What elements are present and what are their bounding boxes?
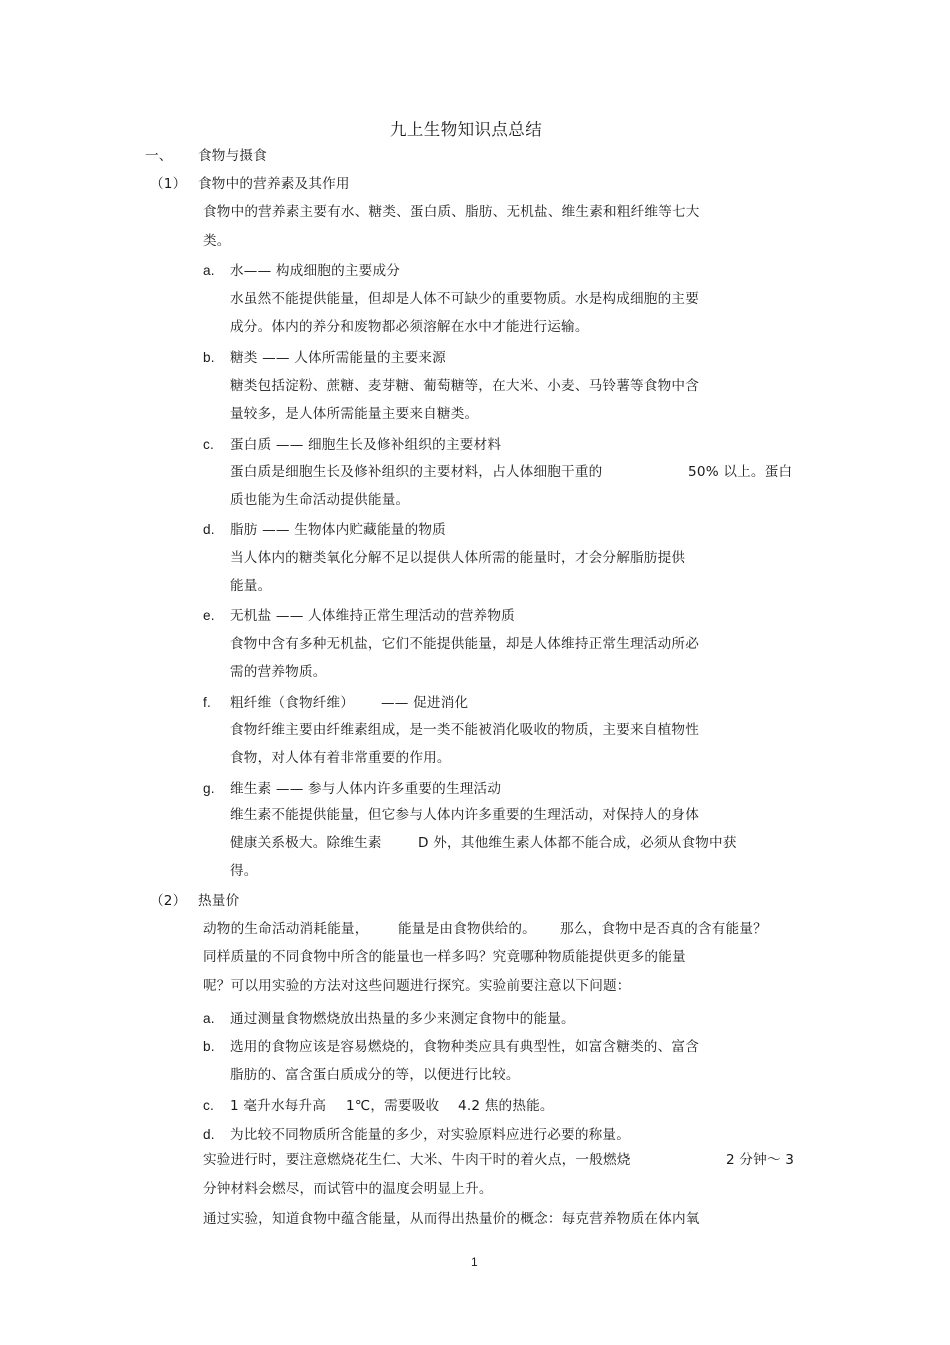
paragraph-line: 量较多，是人体所需能量主要来自糖类。	[230, 406, 479, 422]
item-marker: d.	[203, 522, 215, 537]
paragraph-line: 为比较不同物质所含能量的多少，对实验原料应进行必要的称量。	[230, 1127, 631, 1143]
paragraph-line: 维生素不能提供能量，但它参与人体内许多重要的生理活动，对保持人的身体	[230, 807, 699, 823]
paragraph-line: 糖类包括淀粉、蔗糖、麦芽糖、葡萄糖等，在大米、小麦、马铃薯等食物中含	[230, 378, 699, 394]
paragraph-segment: 动物的生命活动消耗能量，	[203, 921, 369, 937]
paragraph-line: 通过实验，知道食物中蕴含能量，从而得出热量价的概念：每克营养物质在体内氧	[203, 1211, 700, 1227]
point-marker: d.	[203, 1127, 215, 1142]
paragraph-line: 蛋白质是细胞生长及修补组织的主要材料，占人体细胞干重的	[230, 464, 603, 480]
item-marker: e.	[203, 608, 215, 623]
paragraph-line: 需的营养物质。	[230, 664, 327, 680]
subsection-marker: （1）	[150, 176, 187, 192]
item-marker: g.	[203, 781, 215, 796]
subsection-heading: 食物中的营养素及其作用	[198, 176, 350, 192]
item-marker: c.	[203, 437, 214, 452]
paragraph-line: 类。	[203, 233, 231, 249]
paragraph-line: 脂肪的、富含蛋白质成分的等，以便进行比较。	[230, 1067, 520, 1083]
item-heading: 蛋白质 —— 细胞生长及修补组织的主要材料	[230, 437, 502, 453]
paragraph-line: 当人体内的糖类氧化分解不足以提供人体所需的能量时，才会分解脂肪提供	[230, 550, 686, 566]
subsection-marker: （2）	[150, 893, 187, 909]
item-heading: 粗纤维（食物纤维）	[230, 695, 355, 711]
paragraph-line: 实验进行时，要注意燃烧花生仁、大米、牛肉干时的着火点，一般燃烧	[203, 1152, 631, 1168]
point-marker: c.	[203, 1098, 214, 1113]
point-marker: b.	[203, 1039, 215, 1054]
paragraph-segment: 能量是由食物供给的。	[398, 921, 536, 937]
paragraph-line: 同样质量的不同食物中所含的能量也一样多吗？究竟哪种物质能提供更多的能量	[203, 949, 686, 965]
subsection-heading: 热量价	[198, 893, 240, 909]
paragraph-line: 呢？可以用实验的方法对这些问题进行探究。实验前要注意以下问题：	[203, 978, 631, 994]
section-heading: 食物与摄食	[198, 148, 267, 164]
paragraph-line: 质也能为生命活动提供能量。	[230, 492, 410, 508]
item-marker: a.	[203, 263, 215, 278]
page-title: 九上生物知识点总结	[390, 120, 543, 139]
paragraph-segment: 1 毫升水每升高	[230, 1098, 327, 1114]
paragraph-line: 水虽然不能提供能量，但却是人体不可缺少的重要物质。水是构成细胞的主要	[230, 291, 699, 307]
section-marker: 一、	[145, 148, 173, 164]
paragraph-line: 食物，对人体有着非常重要的作用。	[230, 750, 451, 766]
paragraph-line-tail: D 外，其他维生素人体都不能合成，必须从食物中获	[418, 835, 737, 851]
paragraph-line: 成分。体内的养分和废物都必须溶解在水中才能进行运输。	[230, 319, 589, 335]
paragraph-segment: 那么，食物中是否真的含有能量？	[560, 921, 767, 937]
paragraph-line: 选用的食物应该是容易燃烧的，食物种类应具有典型性，如富含糖类的、富含	[230, 1039, 699, 1055]
item-marker: b.	[203, 350, 215, 365]
paragraph-line: 能量。	[230, 578, 272, 594]
paragraph-line: 得。	[230, 863, 258, 879]
item-heading: 无机盐 —— 人体维持正常生理活动的营养物质	[230, 608, 515, 624]
item-heading-tail: —— 促进消化	[381, 695, 469, 711]
item-heading: 维生素 —— 参与人体内许多重要的生理活动	[230, 781, 502, 797]
paragraph-segment: 4.2 焦的热能。	[458, 1098, 554, 1114]
page-number: 1	[471, 1255, 478, 1269]
paragraph-segment: 1℃，需要吸收	[346, 1098, 440, 1114]
paragraph-line: 食物中的营养素主要有水、糖类、蛋白质、脂肪、无机盐、维生素和粗纤维等七大	[203, 204, 700, 220]
point-marker: a.	[203, 1011, 215, 1026]
paragraph-line: 食物纤维主要由纤维素组成，是一类不能被消化吸收的物质，主要来自植物性	[230, 722, 699, 738]
paragraph-line: 食物中含有多种无机盐，它们不能提供能量，却是人体维持正常生理活动所必	[230, 636, 699, 652]
item-marker: f.	[203, 695, 211, 710]
item-heading: 糖类 —— 人体所需能量的主要来源	[230, 350, 446, 366]
item-heading: 水—— 构成细胞的主要成分	[230, 263, 401, 279]
paragraph-line-tail: 2 分钟～ 3	[726, 1152, 795, 1168]
paragraph-line: 分钟材料会燃尽，而试管中的温度会明显上升。	[203, 1181, 493, 1197]
paragraph-line: 通过测量食物燃烧放出热量的多少来测定食物中的能量。	[230, 1011, 575, 1027]
paragraph-line: 健康关系极大。除维生素	[230, 835, 382, 851]
item-heading: 脂肪 —— 生物体内贮藏能量的物质	[230, 522, 446, 538]
paragraph-line-tail: 50% 以上。蛋白	[688, 464, 793, 480]
